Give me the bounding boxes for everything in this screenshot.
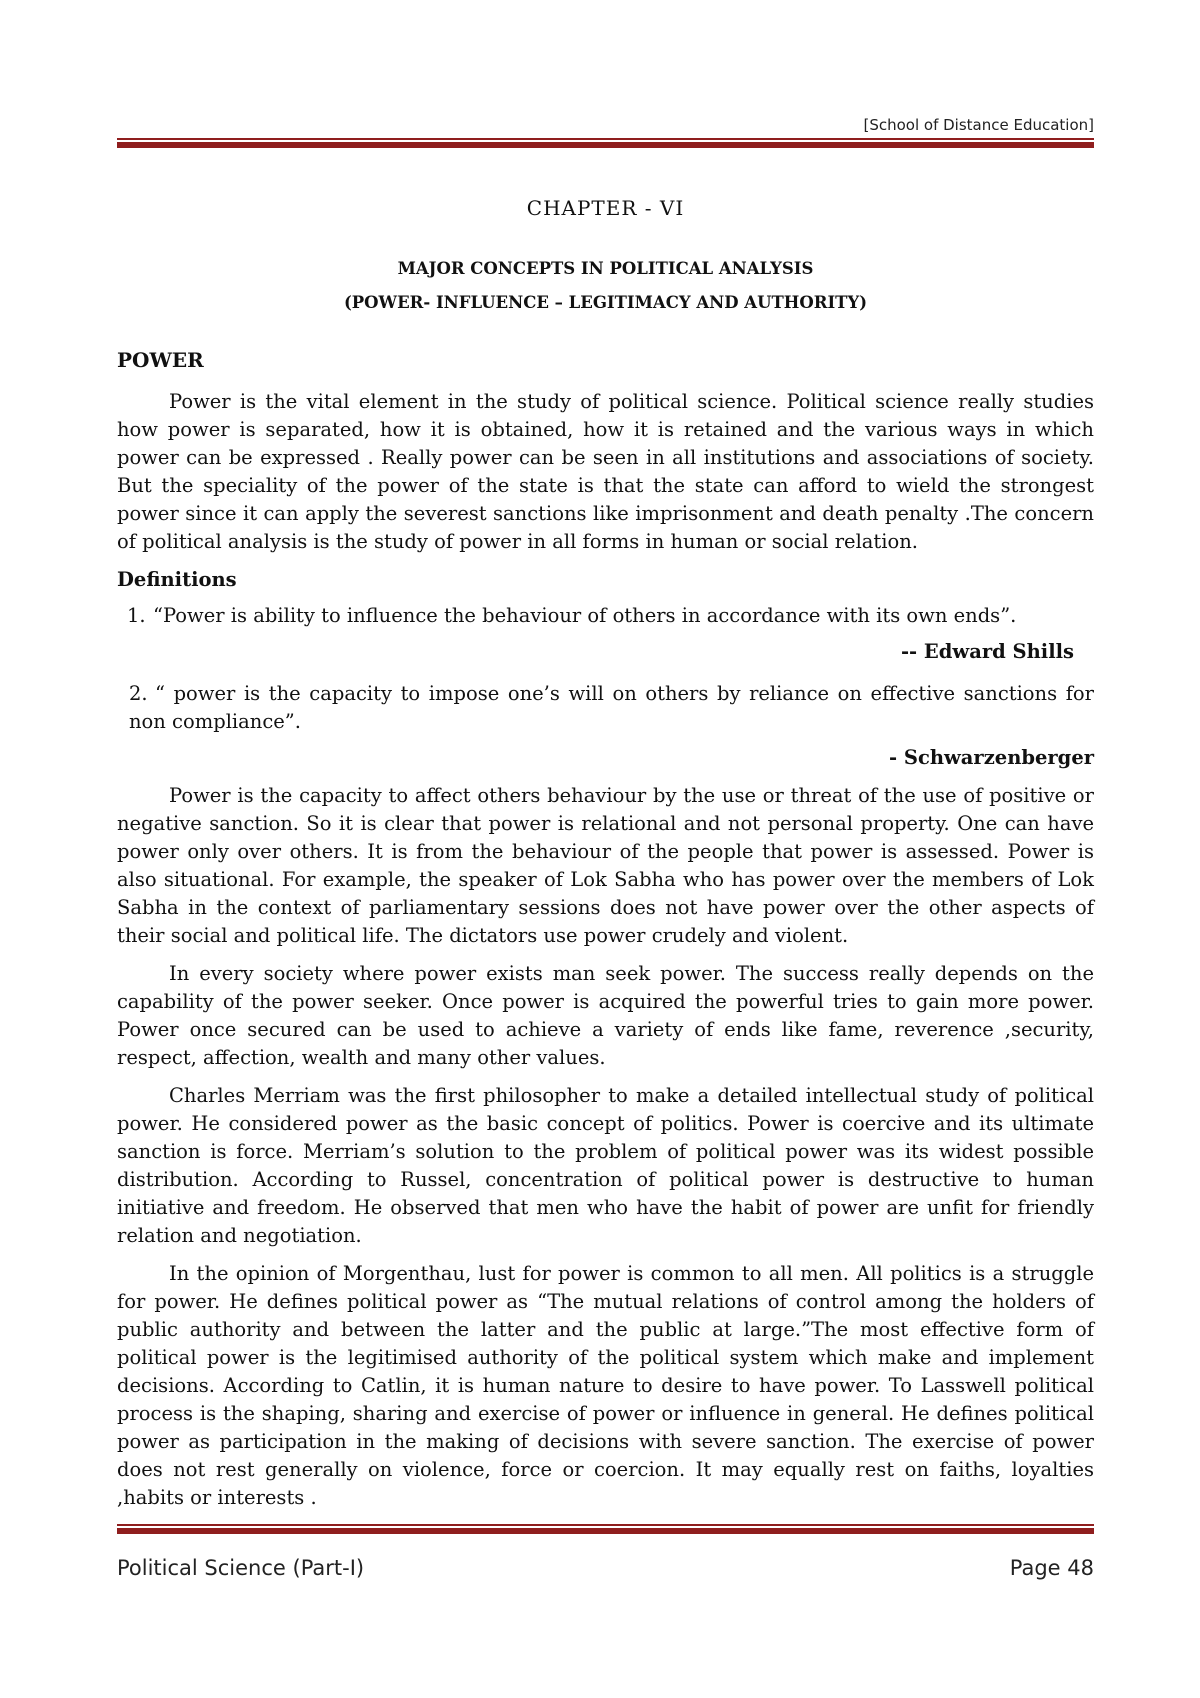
definition-number: 2. [129, 682, 148, 705]
definition-item [117, 602, 1094, 630]
chapter-subtitle: (POWER- INFLUENCE – LEGITIMACY AND AUTHORITY) [343, 293, 868, 312]
header-rule [117, 138, 1094, 148]
definition-text: “Power is ability to influence the behaviour of others in accordance with its own ends”. [153, 604, 1017, 627]
paragraph: Power is the capacity to affect others behaviour by the use or threat of the use of positive or negative sanction. So it is clear that power is relational and not personal property. One can have power only over others. It is from the behaviour of the people that power is assessed. Power is also situational. For example, the speaker of Lok Sabha who has power over the members of Lok Sabha in the context of parliamentary sessions does not have power over the other aspects of their social and political life. The dictators use power crudely and violent. [117, 784, 1094, 947]
definitions-heading: Definitions [117, 568, 237, 591]
chapter-number: CHAPTER - VI [526, 196, 685, 220]
footer-course-title: Political Science (Part-I) [117, 1556, 365, 1580]
section-heading: POWER [117, 348, 204, 372]
running-header: [School of Distance Education] [863, 116, 1094, 134]
paragraph: In every society where power exists man seek power. The success really depends on the capability of the power seeker. Once power is acquired the powerful tries to gain more power. Power once secured can be used to achieve a variety of ends like fame, reverence ,security, respect, affection, wealth and many other values. [117, 962, 1094, 1069]
definition-author: - Schwarzenberger [889, 746, 1094, 769]
definition-author: -- Edward Shills [900, 640, 1074, 663]
paragraph-intro: Power is the vital element in the study of political science. Political science really studies how power is separated, how it is obtained, how it is retained and the various ways in which power can be expressed . Really power can be seen in all institutions and associations of society. But the speciality of the power of the state is that the state can afford to wield the strongest power since it can apply the severest sanctions like imprisonment and death penalty .The concern of political analysis is the study of power in all forms in human or social relation. [117, 390, 1094, 553]
paragraph: Charles Merriam was the first philosopher to make a detailed intellectual study of political power. He considered power as the basic concept of politics. Power is coercive and its ultimate sanction is force. Merriam’s solution to the problem of political power was its widest possible distribution. According to Russel, concentration of political power is destructive to human initiative and freedom. He observed that men who have the habit of power are unfit for friendly relation and negotiation. [117, 1084, 1094, 1247]
definition-item [117, 680, 1094, 736]
main-content [117, 194, 1094, 1522]
paragraph: In the opinion of Morgenthau, lust for power is common to all men. All politics is a struggle for power. He defines political power as “The mutual relations of control among the holders of public authority and between the latter and the public at large.”The most effective form of political power is the legitimised authority of the political system which make and implement decisions. According to Catlin, it is human nature to desire to have power. To Lasswell political process is the shaping, sharing and exercise of power or influence in general. He defines political power as participation in the making of decisions with severe sanction. The exercise of power does not rest generally on violence, force or coercion. It may equally rest on faiths, loyalties ,habits or interests . [117, 1262, 1094, 1509]
footer-page-number: Page 48 [1009, 1556, 1094, 1580]
definition-text: “ power is the capacity to impose one’s will on others by reliance on effective sanctions for non compliance”. [129, 682, 1094, 733]
footer-rule [117, 1524, 1094, 1534]
chapter-title: MAJOR CONCEPTS IN POLITICAL ANALYSIS [397, 259, 814, 278]
definition-number: 1. [127, 604, 146, 627]
